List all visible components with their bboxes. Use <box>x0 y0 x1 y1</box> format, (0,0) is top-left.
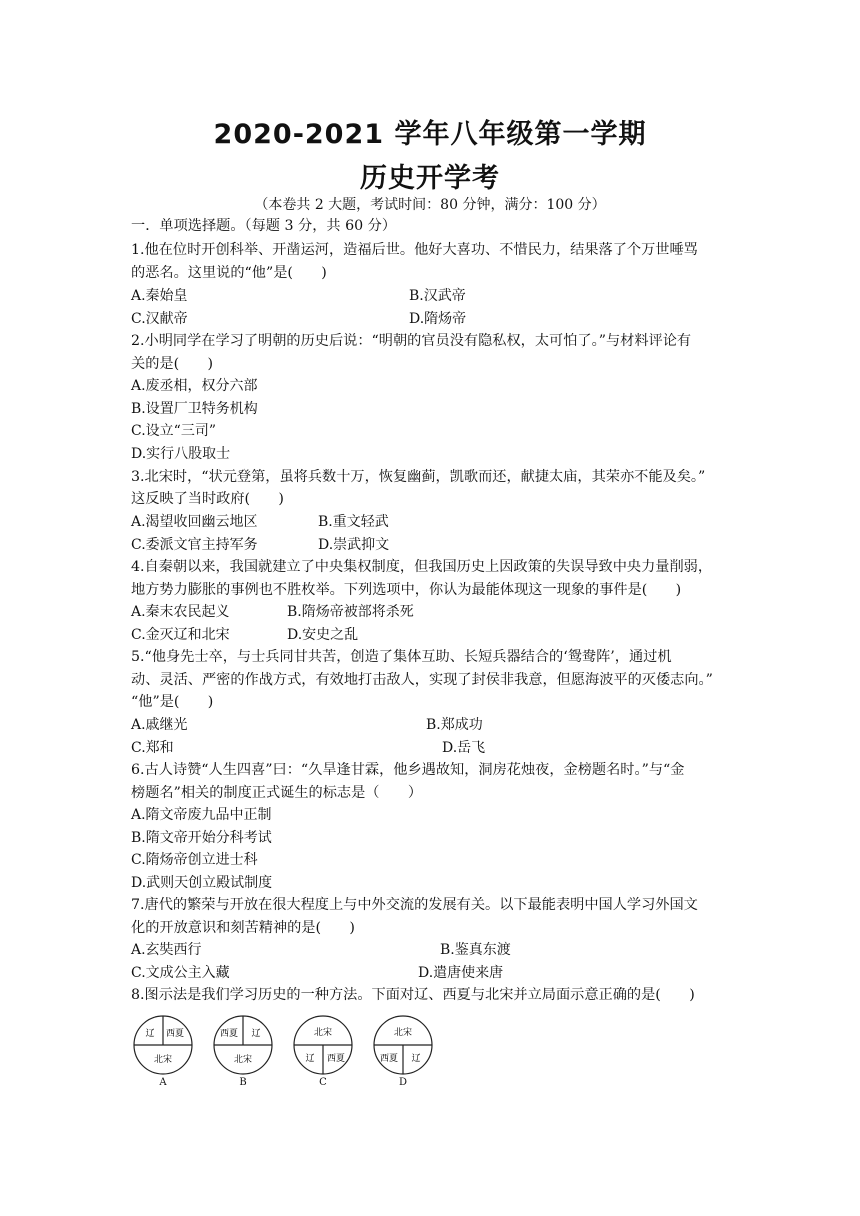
question-7-line-2: 化的开放意识和刻苦精神的是( ) <box>131 920 355 936</box>
diagram-d-bottom-left: 西夏 <box>379 1054 399 1064</box>
question-7-line-1: 7.唐代的繁荣与开放在很大程度上与中外交流的发展有关。以下最能表明中国人学习外国文 <box>131 897 698 913</box>
question-1-line-1: 1.他在位时开创科举、开凿运河，造福后世。他好大喜功、不惜民力，结果落了个万世唾骂 <box>131 242 698 258</box>
question-6-option-a: A.隋文帝废九品中正制 <box>131 807 272 823</box>
question-6-line-2: 榜题名”相关的制度正式诞生的标志是（ ） <box>131 785 423 801</box>
diagram-c <box>288 1014 358 1094</box>
question-4-line-2: 地方势力膨胀的事例也不胜枚举。下列选项中，你认为最能体现这一现象的事件是( ) <box>131 582 682 598</box>
question-6-option-b: B.隋文帝开始分科考试 <box>131 830 272 846</box>
diagram-a <box>128 1014 198 1094</box>
question-7-option-b: B.鉴真东渡 <box>440 942 511 958</box>
question-3-option-a: A.渴望收回幽云地区 <box>131 514 258 530</box>
question-5-line-3: “他”是( ) <box>131 694 214 710</box>
question-3-option-d: D.崇武抑文 <box>318 537 390 553</box>
question-3-option-c: C.委派文官主持军务 <box>131 537 258 553</box>
diagram-d-circle <box>368 1014 438 1076</box>
question-3-line-2: 这反映了当时政府( ) <box>131 491 284 507</box>
question-5-option-c: C.郑和 <box>131 740 174 756</box>
diagram-a-circle <box>128 1014 198 1076</box>
question-4-option-c: C.金灭辽和北宋 <box>131 627 230 643</box>
question-1-option-c: C.汉献帝 <box>131 311 188 327</box>
exam-title: 2020-2021 学年八年级第一学期 <box>213 119 647 150</box>
diagram-a-top-right: 西夏 <box>165 1029 185 1039</box>
question-5-option-a: A.戚继光 <box>131 717 188 733</box>
diagram-b-bottom: 北宋 <box>233 1055 253 1065</box>
diagram-b-letter: B <box>239 1077 247 1088</box>
diagram-a-letter: A <box>159 1077 167 1088</box>
question-5-option-b: B.郑成功 <box>426 717 483 733</box>
diagram-b <box>208 1014 278 1094</box>
diagram-c-top: 北宋 <box>313 1028 333 1038</box>
question-2-line-2: 关的是( ) <box>131 356 214 372</box>
exam-note: （本卷共 2 大题，考试时间：80 分钟，满分：100 分） <box>254 197 606 213</box>
question-5-option-d: D.岳飞 <box>442 740 486 756</box>
question-3-line-1: 3.北宋时，“状元登第，虽将兵数十万，恢复幽蓟，凯歌而还，献捷太庙，其荣亦不能及矣。” <box>131 469 706 485</box>
diagram-d <box>368 1014 438 1094</box>
diagram-a-top-left: 辽 <box>145 1029 155 1039</box>
question-7-option-a: A.玄奘西行 <box>131 942 202 958</box>
question-4-option-d: D.安史之乱 <box>287 627 359 643</box>
question-6-line-1: 6.古人诗赞“人生四喜”曰：“久旱逢甘霖，他乡遇故知，洞房花烛夜，金榜题名时。”与“金 <box>131 762 685 778</box>
diagram-c-letter: C <box>319 1077 327 1088</box>
question-4-option-b: B.隋炀帝被部将杀死 <box>287 604 414 620</box>
question-1-option-d: D.隋炀帝 <box>409 311 467 327</box>
section-heading: 一．单项选择题。（每题 3 分，共 60 分） <box>131 218 397 234</box>
question-2-option-c: C.设立“三司” <box>131 423 216 439</box>
question-4-option-a: A.秦末农民起义 <box>131 604 230 620</box>
question-3-option-b: B.重文轻武 <box>318 514 389 530</box>
question-4-line-1: 4.自秦朝以来，我国就建立了中央集权制度，但我国历史上因政策的失误导致中央力量削弱， <box>131 559 713 575</box>
question-7-option-c: C.文成公主入藏 <box>131 965 230 981</box>
diagram-d-top: 北宋 <box>393 1028 413 1038</box>
question-2-option-a: A.废丞相，权分六部 <box>131 378 258 394</box>
question-6-option-d: D.武则天创立殿试制度 <box>131 875 273 891</box>
diagram-b-circle <box>208 1014 278 1076</box>
question-6-option-c: C.隋炀帝创立进士科 <box>131 852 258 868</box>
diagram-b-top-right: 辽 <box>251 1029 261 1039</box>
question-1-option-a: A.秦始皇 <box>131 288 188 304</box>
question-1-option-b: B.汉武帝 <box>409 288 466 304</box>
diagram-d-bottom-right: 辽 <box>411 1054 421 1064</box>
q8-diagrams <box>128 1014 448 1094</box>
exam-subject: 历史开学考 <box>360 163 500 194</box>
diagram-a-bottom: 北宋 <box>153 1055 173 1065</box>
question-2-line-1: 2.小明同学在学习了明朝的历史后说：“明朝的官员没有隐私权，太可怕了。”与材料评论有 <box>131 333 692 349</box>
diagram-c-bottom-left: 辽 <box>305 1054 315 1064</box>
diagram-c-bottom-right: 西夏 <box>326 1054 346 1064</box>
diagram-d-letter: D <box>398 1077 408 1088</box>
question-5-line-1: 5.“他身先士卒，与士兵同甘共苦，创造了集体互助、长短兵器结合的‘鸳鸯阵’，通过机 <box>131 649 672 665</box>
diagram-b-top-left: 西夏 <box>219 1029 239 1039</box>
diagram-c-circle <box>288 1014 358 1076</box>
question-2-option-b: B.设置厂卫特务机构 <box>131 401 258 417</box>
question-7-option-d: D.遣唐使来唐 <box>418 965 504 981</box>
question-8-line-1: 8.图示法是我们学习历史的一种方法。下面对辽、西夏与北宋并立局面示意正确的是( ) <box>131 987 695 1003</box>
question-1-line-2: 的恶名。这里说的“他”是( ) <box>131 265 327 281</box>
question-5-line-2: 动、灵活、严密的作战方式，有效地打击敌人，实现了封侯非我意，但愿海波平的灭倭志向。” <box>131 672 713 688</box>
question-2-option-d: D.实行八股取士 <box>131 446 231 462</box>
